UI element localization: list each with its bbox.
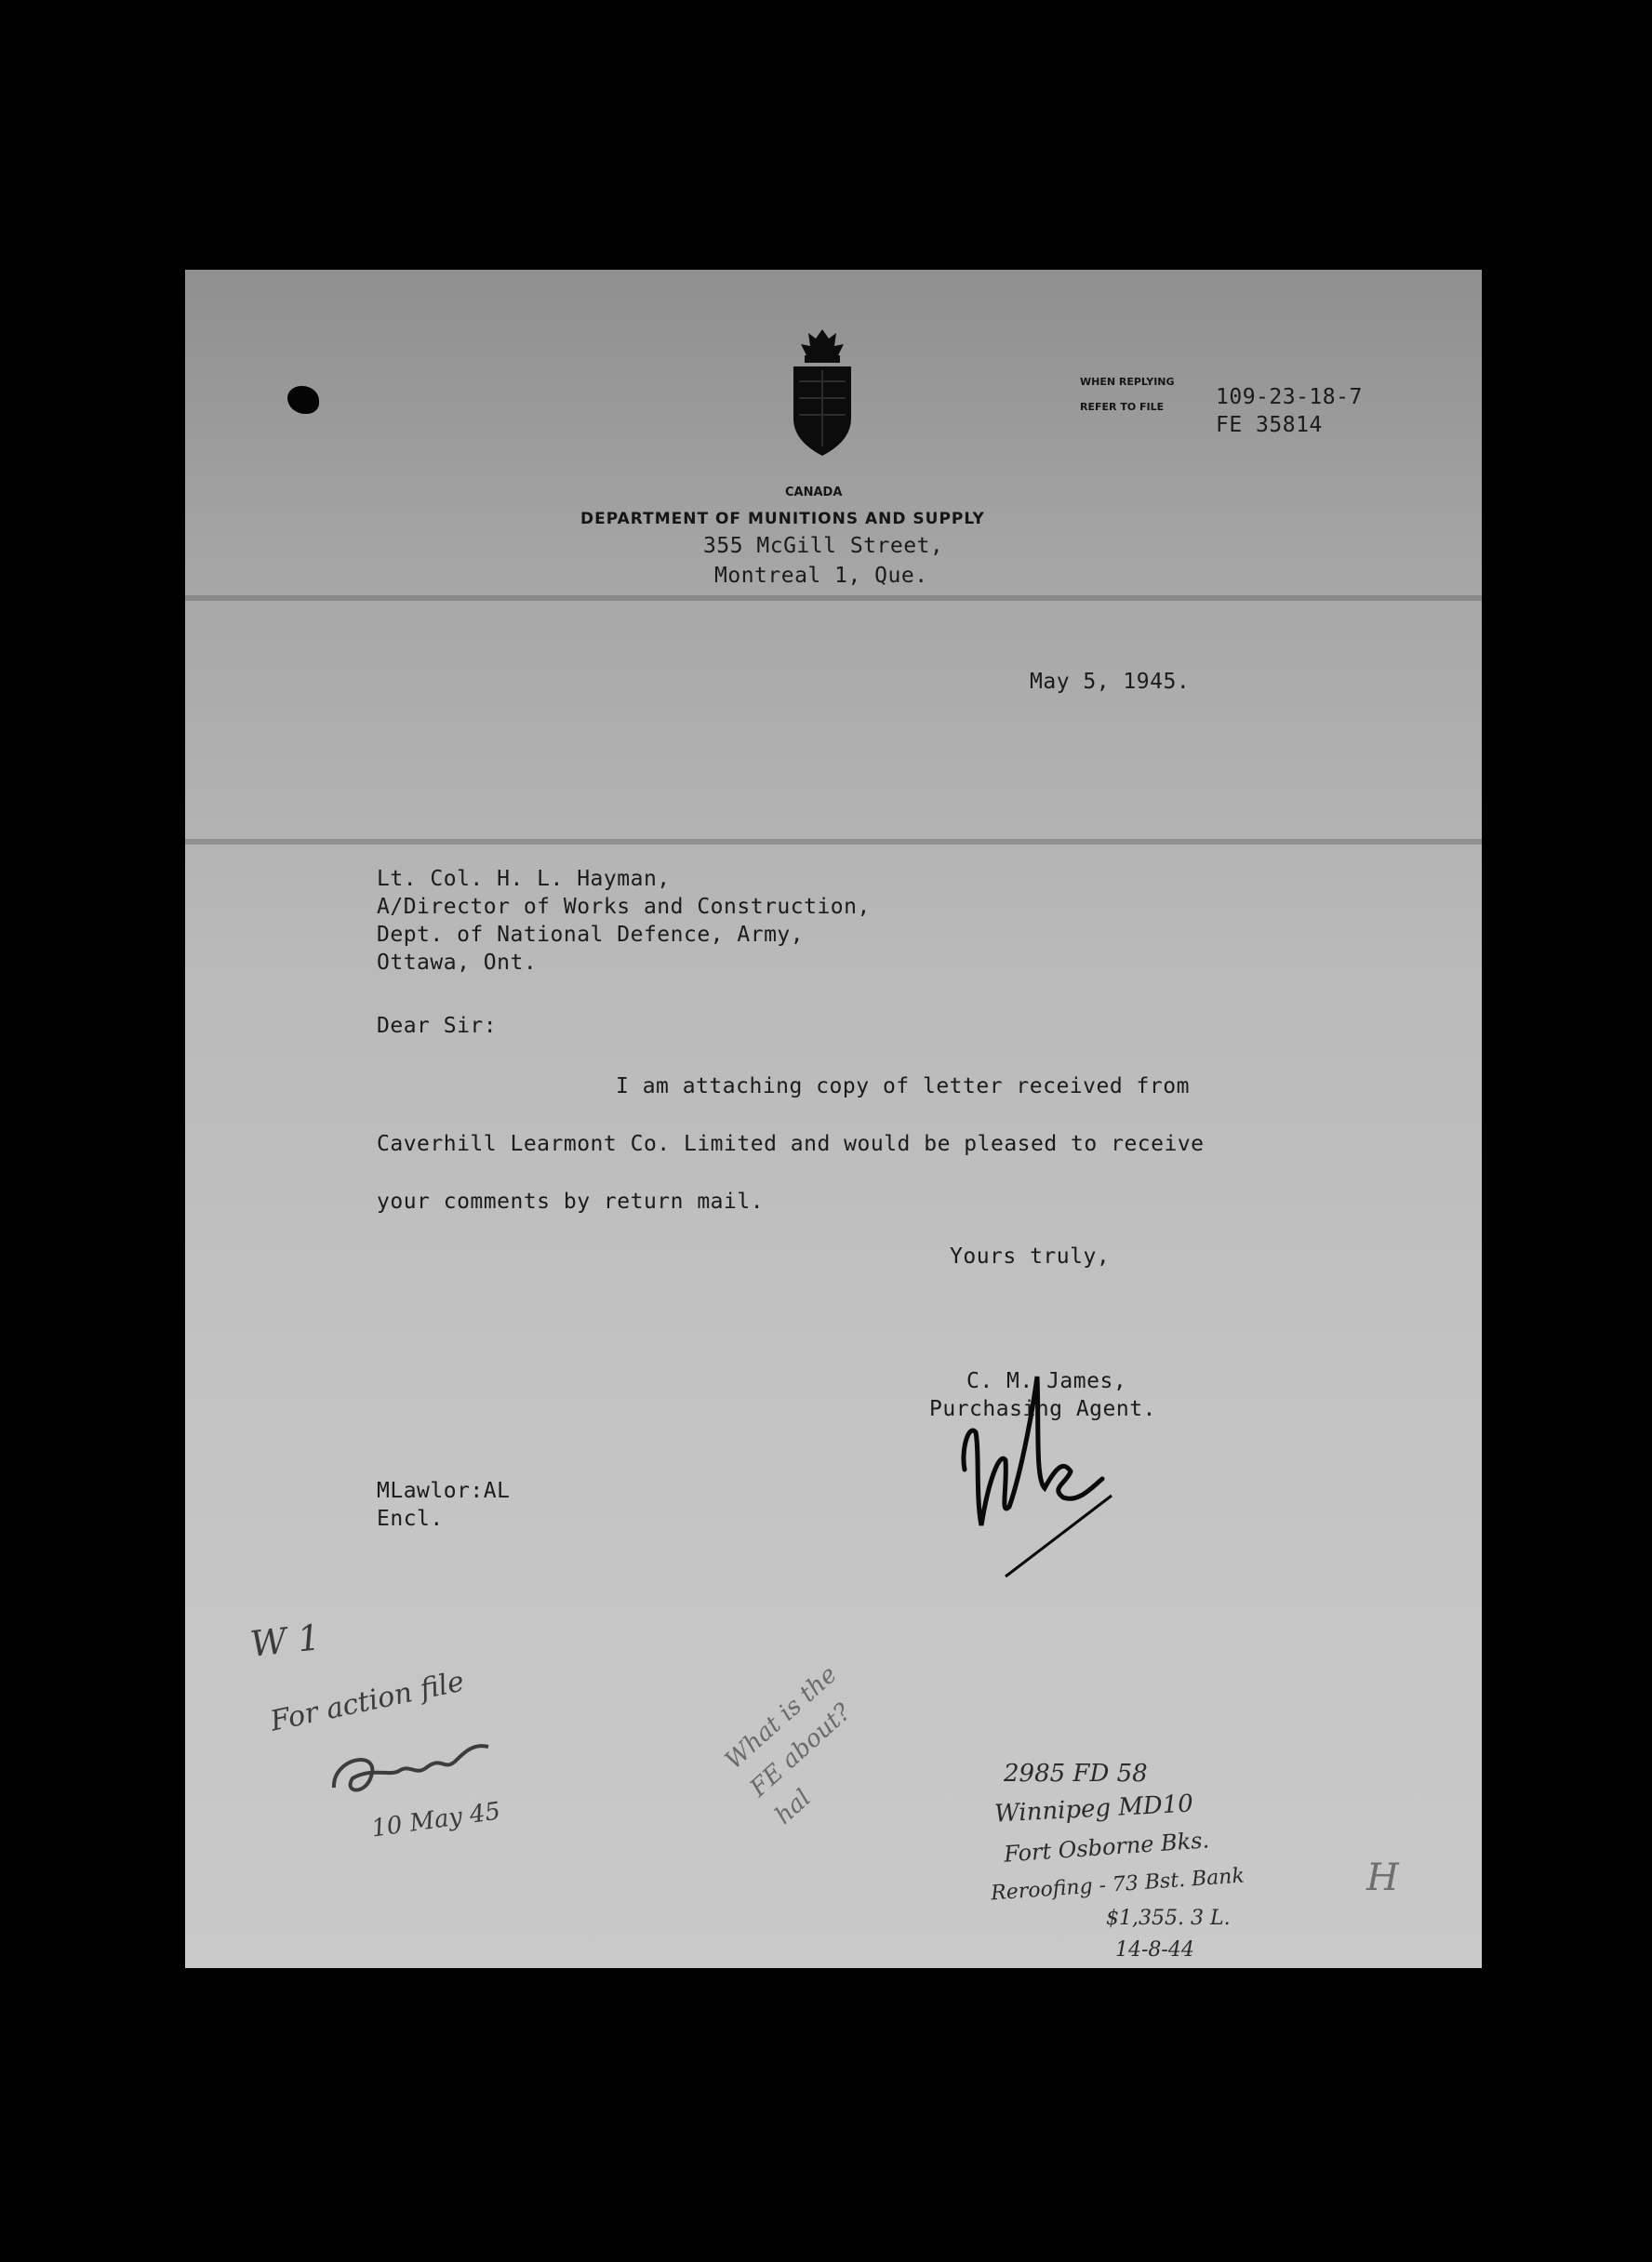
handwritten-note-question: What is the FE about? hal [720,1660,857,1830]
handwritten-note-fort: Fort Osborne Bks. [1003,1827,1210,1868]
recipient-line-1: Lt. Col. H. L. Hayman, [377,867,671,891]
file-number-2: FE 35814 [1216,413,1323,437]
handwritten-note-ref: 2985 FD 58 [1004,1760,1148,1788]
recipient-line-2: A/Director of Works and Construction, [377,895,871,919]
letter-date: May 5, 1945. [1030,670,1191,694]
body-line-3: your comments by return mail. [377,1190,765,1214]
closing: Yours truly, [950,1244,1111,1269]
signatory-name: C. M. James, [966,1369,1127,1393]
ink-blot [287,386,319,414]
letterhead-department: DEPARTMENT OF MUNITIONS AND SUPPLY [580,510,985,528]
body-line-2: Caverhill Learmont Co. Limited and would be pleased to receive [377,1132,1205,1156]
file-number-1: 109-23-18-7 [1216,385,1363,409]
handwritten-note-reroofing: Reroofing - 73 Bst. Bank [990,1864,1246,1906]
letterhead-country: CANADA [785,486,843,499]
enclosure-note: Encl. [377,1507,444,1531]
recipient-line-3: Dept. of National Defence, Army, [377,923,805,947]
salutation: Dear Sir: [377,1014,498,1038]
coat-of-arms-icon [780,326,864,465]
handwritten-note-date: 10 May 45 [369,1797,502,1843]
letter-page [185,270,1482,1968]
handwritten-signature [948,1367,1115,1581]
fold-line [185,839,1482,845]
signatory-title: Purchasing Agent. [929,1397,1156,1421]
reply-label-1: WHEN REPLYING [1080,376,1175,388]
recipient-line-4: Ottawa, Ont. [377,951,538,975]
body-line-1: I am attaching copy of letter received from [616,1074,1190,1098]
reference-initials: MLawlor:AL [377,1479,511,1503]
handwritten-note-amount: $1,355. 3 L. [1106,1907,1231,1930]
fold-line [185,595,1482,601]
handwritten-note-h: H [1366,1856,1399,1899]
reply-label-2: REFER TO FILE [1080,401,1165,413]
handwritten-note-action: For action file [267,1665,468,1738]
handwritten-note-winnipeg: Winnipeg MD10 [993,1790,1194,1829]
letterhead-address-2: Montreal 1, Que. [714,564,928,588]
letterhead-address-1: 355 McGill Street, [703,534,944,558]
handwritten-note-w1: W 1 [247,1617,323,1665]
handwritten-note-date-2: 14-8-44 [1115,1938,1194,1962]
